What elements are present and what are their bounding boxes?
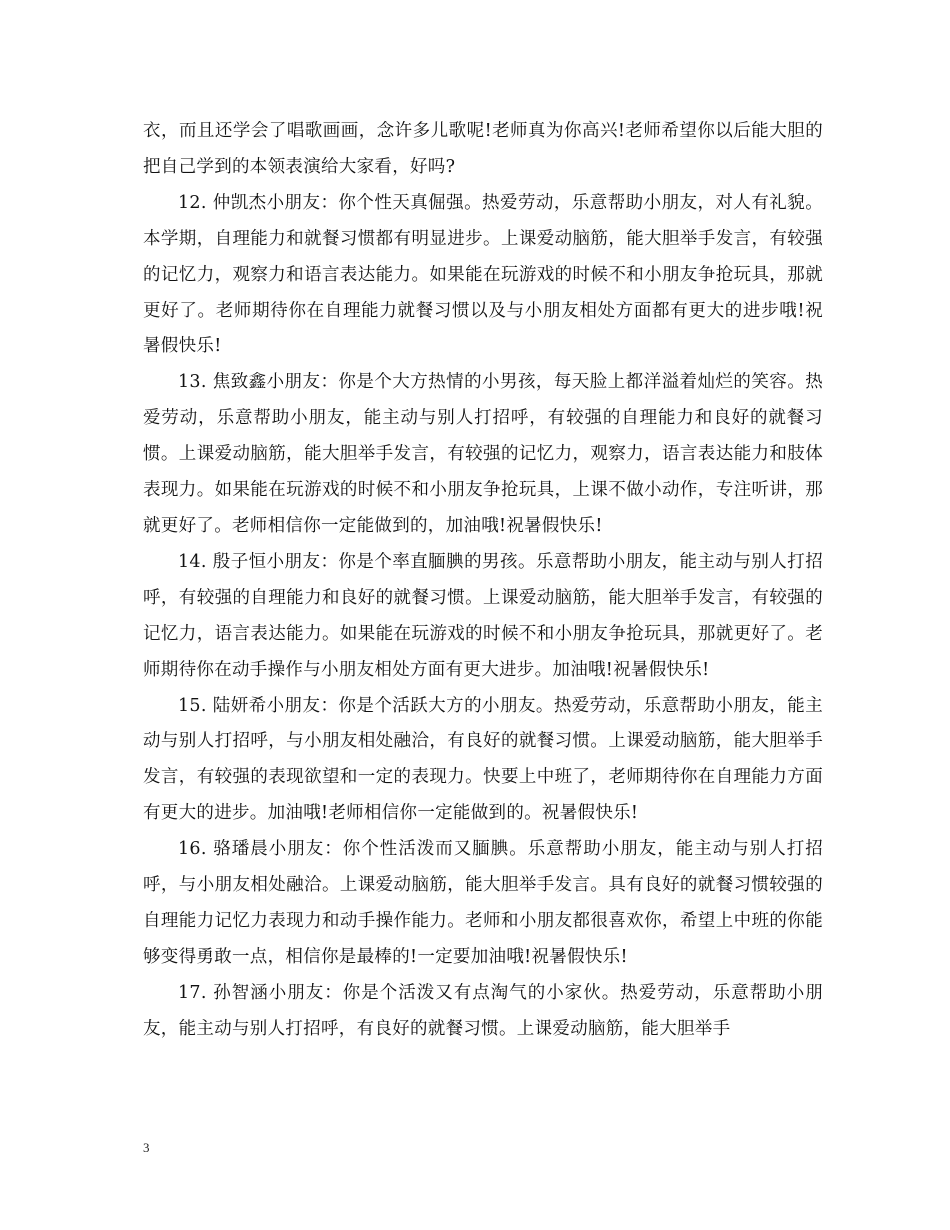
paragraph-14: 14. 殷子恒小朋友：你是个率直腼腆的男孩。乐意帮助小朋友，能主动与别人打招呼，有较强的自理能力和良好的就餐习惯。上课爱动脑筋，能大胆举手发言，有较强的记忆力，语言表达能力。如果能在玩游戏的时候不和小朋友争抢玩具，那就更好了。老师期待你在动手操作与小朋友相处方面有更大进步。加油哦!祝暑假快乐! [143, 551, 823, 680]
paragraph-17: 17. 孙智涵小朋友：你是个活泼又有点淘气的小家伙。热爱劳动，乐意帮助小朋友，能主动与别人打招呼，有良好的就餐习惯。上课爱动脑筋，能大胆举手 [143, 982, 823, 1039]
paragraph-continuation: 衣，而且还学会了唱歌画画，念许多儿歌呢!老师真为你高兴!老师希望你以后能大胆的把自己学到的本领表演给大家看，好吗? [143, 121, 823, 177]
paragraph-12: 12. 仲凯杰小朋友：你个性天真倔强。热爱劳动，乐意帮助小朋友，对人有礼貌。本学期，自理能力和就餐习惯都有明显进步。上课爱动脑筋，能大胆举手发言，有较强的记忆力，观察力和语言表达能力。如果能在玩游戏的时候不和小朋友争抢玩具，那就更好了。老师期待你在自理能力就餐习惯以及与小朋友相处方面都有更大的进步哦!祝暑假快乐! [143, 192, 823, 357]
page-number: 3 [143, 1140, 150, 1155]
paragraph-16: 16. 骆璠晨小朋友：你个性活泼而又腼腆。乐意帮助小朋友，能主动与别人打招呼，与小朋友相处融洽。上课爱动脑筋，能大胆举手发言。具有良好的就餐习惯较强的自理能力记忆力表现力和动手操作能力。老师和小朋友都很喜欢你，希望上中班的你能够变得勇敢一点，相信你是最棒的!一定要加油哦!祝暑假快乐! [143, 839, 823, 967]
paragraph-15: 15. 陆妍希小朋友：你是个活跃大方的小朋友。热爱劳动，乐意帮助小朋友，能主动与别人打招呼，与小朋友相处融洽，有良好的就餐习惯。上课爱动脑筋，能大胆举手发言，有较强的表现欲望和一定的表现力。快要上中班了，老师期待你在自理能力方面有更大的进步。加油哦!老师相信你一定能做到的。祝暑假快乐! [143, 695, 823, 824]
paragraph-13: 13. 焦致鑫小朋友：你是个大方热情的小男孩，每天脸上都洋溢着灿烂的笑容。热爱劳动，乐意帮助小朋友，能主动与别人打招呼，有较强的自理能力和良好的就餐习惯。上课爱动脑筋，能大胆举手发言，有较强的记忆力，观察力，语言表达能力和肢体表现力。如果能在玩游戏的时候不和小朋友争抢玩具，上课不做小动作，专注听讲，那就更好了。老师相信你一定能做到的，加油哦!祝暑假快乐! [143, 372, 823, 536]
document-body [143, 114, 823, 1048]
